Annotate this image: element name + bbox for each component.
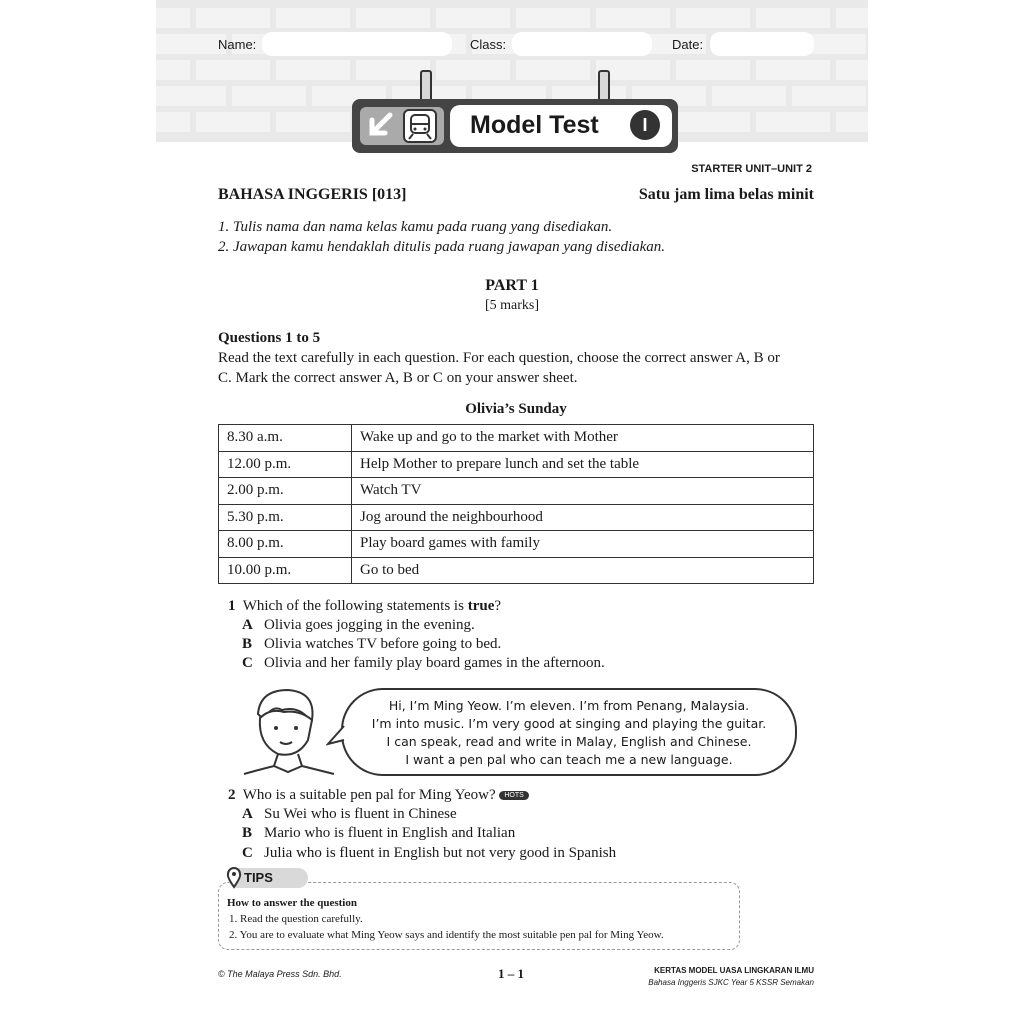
speech-line-1: Hi, I’m Ming Yeow. I’m eleven. I’m from Penang, Malaysia. xyxy=(388,698,750,713)
table-row xyxy=(219,531,814,558)
question-2 xyxy=(228,787,529,804)
tips-label: TIPS xyxy=(244,870,273,885)
paper-subject: BAHASA INGGERIS [013] xyxy=(218,186,407,203)
train-sign-panel xyxy=(360,107,444,145)
q2-option-b[interactable] xyxy=(242,825,515,842)
option-letter: B xyxy=(242,825,253,841)
tips-tag xyxy=(228,868,308,888)
footer-copyright: © The Malaya Press Sdn. Bhd. xyxy=(218,969,342,979)
q2-option-c[interactable] xyxy=(242,845,616,862)
name-label: Name: xyxy=(218,37,257,52)
footer-series: KERTAS MODEL UASA LINGKARAN ILMU xyxy=(654,966,814,975)
class-field[interactable] xyxy=(512,32,652,56)
footer-book: Bahasa Inggeris SJKC Year 5 KSSR Semakan xyxy=(648,978,814,987)
option-text: Olivia watches TV before going to bed. xyxy=(264,636,502,652)
time-cell: 2.00 p.m. xyxy=(219,478,352,505)
time-cell: 8.30 a.m. xyxy=(219,425,352,452)
question-text: Who is a suitable pen pal for Ming Yeow? xyxy=(242,787,496,803)
instruction-1: 1. Tulis nama dan nama kelas kamu pada ruang yang disediakan. xyxy=(218,219,613,235)
activity-cell: Go to bed xyxy=(352,557,814,584)
activity-cell: Help Mother to prepare lunch and set the table xyxy=(352,451,814,478)
question-emphasis: true xyxy=(467,598,495,614)
time-cell: 5.30 p.m. xyxy=(219,504,352,531)
banner-title-panel xyxy=(450,105,672,147)
option-text: Olivia goes jogging in the evening. xyxy=(264,617,475,633)
date-field[interactable] xyxy=(710,32,814,56)
schedule-table xyxy=(218,424,814,584)
worksheet-page xyxy=(156,0,868,1024)
part-title: PART 1 xyxy=(485,277,539,294)
speech-bubble-tail xyxy=(326,724,346,748)
option-text: Mario who is fluent in English and Italian xyxy=(264,825,516,841)
tips-heading: How to answer the question xyxy=(227,897,357,909)
time-cell: 8.00 p.m. xyxy=(219,531,352,558)
activity-cell: Wake up and go to the market with Mother xyxy=(352,425,814,452)
option-letter: A xyxy=(242,806,253,822)
table-row xyxy=(219,425,814,452)
question-1 xyxy=(228,598,501,615)
tips-item-2: 2. You are to evaluate what Ming Yeow says and identify the most suitable pen pal for Ming Yeow. xyxy=(229,929,664,941)
banner-number: I xyxy=(630,110,660,140)
question-number: 2 xyxy=(228,787,236,803)
location-pin-icon xyxy=(226,867,242,889)
directions-line-2: C. Mark the correct answer A, B or C on your answer sheet. xyxy=(218,370,578,386)
question-number: 1 xyxy=(228,598,236,614)
paper-duration: Satu jam lima belas minit xyxy=(638,186,814,203)
speech-line-3: I can speak, read and write in Malay, English and Chinese. xyxy=(386,734,752,749)
date-label: Date: xyxy=(672,37,704,52)
directions-line-1: Read the text carefully in each question. For each question, choose the correct answer A, B or xyxy=(218,350,780,366)
q1-option-b[interactable] xyxy=(242,636,501,653)
banner-title: Model Test xyxy=(470,111,599,139)
speech-line-2: I’m into music. I’m very good at singing and playing the guitar. xyxy=(371,716,767,731)
option-text: Su Wei who is fluent in Chinese xyxy=(264,806,457,822)
name-field[interactable] xyxy=(262,32,452,56)
q2-option-a[interactable] xyxy=(242,806,457,823)
activity-cell: Watch TV xyxy=(352,478,814,505)
footer-page-number: 1 – 1 xyxy=(498,966,524,981)
hots-badge: HOTS xyxy=(499,791,528,800)
activity-cell: Play board games with family xyxy=(352,531,814,558)
option-letter: C xyxy=(242,845,253,861)
speech-bubble xyxy=(341,688,797,776)
table-row xyxy=(219,451,814,478)
boy-illustration xyxy=(238,684,338,776)
tips-box xyxy=(218,882,740,950)
option-letter: C xyxy=(242,655,253,671)
q1-option-a[interactable] xyxy=(242,617,475,634)
speech-line-4: I want a pen pal who can teach me a new language. xyxy=(405,752,733,767)
unit-range: STARTER UNIT–UNIT 2 xyxy=(691,163,812,175)
table-row xyxy=(219,557,814,584)
tips-item-1: 1. Read the question carefully. xyxy=(229,913,363,925)
class-label: Class: xyxy=(470,37,507,52)
option-text: Olivia and her family play board games in the afternoon. xyxy=(264,655,605,671)
schedule-title: Olivia’s Sunday xyxy=(465,401,567,417)
time-cell: 10.00 p.m. xyxy=(219,557,352,584)
questions-heading: Questions 1 to 5 xyxy=(218,330,321,346)
question-text-end: ? xyxy=(494,598,502,614)
table-row xyxy=(219,478,814,505)
instruction-2: 2. Jawapan kamu hendaklah ditulis pada ruang jawapan yang disediakan. xyxy=(218,239,666,255)
table-row xyxy=(219,504,814,531)
part-marks: [5 marks] xyxy=(484,298,540,313)
arrow-down-left-icon xyxy=(360,107,444,145)
question-text: Which of the following statements is xyxy=(242,598,468,614)
activity-cell: Jog around the neighbourhood xyxy=(352,504,814,531)
option-text: Julia who is fluent in English but not very good in Spanish xyxy=(264,845,617,861)
option-letter: B xyxy=(242,636,253,652)
time-cell: 12.00 p.m. xyxy=(219,451,352,478)
model-test-banner xyxy=(352,99,678,153)
q1-option-c[interactable] xyxy=(242,655,605,672)
option-letter: A xyxy=(242,617,253,633)
